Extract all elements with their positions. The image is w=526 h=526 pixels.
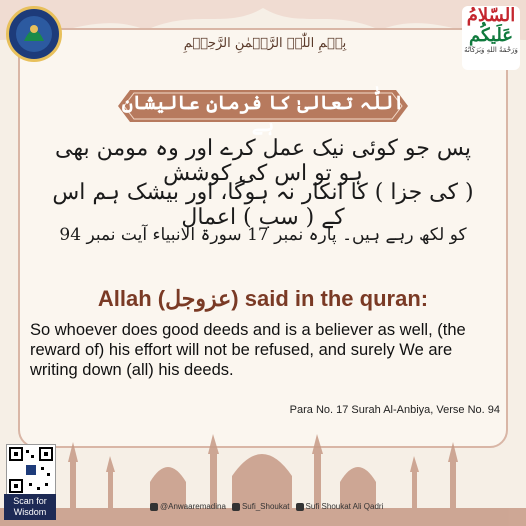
- urdu-verse-line-1: پس جو کوئی نیک عمل کرے اور وہ مومن بھی ہو تو اس کی کوشش: [55, 136, 471, 186]
- verse-reference: Para No. 17 Surah Al-Anbiya, Verse No. 94: [289, 404, 500, 416]
- x-icon: [232, 503, 240, 511]
- salam-text-1: السّلامُ: [466, 5, 516, 26]
- scan-label-line-1: Scan for: [13, 496, 47, 506]
- social-handle-2[interactable]: Sufi_Shoukat: [232, 502, 290, 511]
- organization-logo: [6, 6, 62, 62]
- urdu-verse-line-3: کو لکھ رہے ہیں۔ پارہ نمبر 17 سورۃ الانبیاء آیت نمبر 94: [59, 225, 467, 245]
- social-handle-3[interactable]: Sufi Shoukat Ali Qadri: [296, 502, 384, 511]
- qr-code[interactable]: [6, 444, 56, 496]
- mosque-skyline: [0, 432, 526, 526]
- social-footer: [150, 502, 520, 511]
- salam-text-2: عَلَیکُم: [468, 25, 514, 46]
- scan-label: [4, 494, 56, 520]
- english-translation: So whoever does good deeds and is a believer as well, (the reward of) his effort will not be refused, and surely We are writing down (all) his deeds.: [30, 321, 466, 379]
- scan-label-line-2: Wisdom: [13, 507, 47, 517]
- urdu-verse-line-2: ( کی جزا ) کا انکار نہ ہوگا، اور بیشک ہم اس کے ( سب ) اعمال: [52, 180, 474, 230]
- salam-logo: [462, 6, 520, 70]
- social-handle-1[interactable]: @Anwaaremadina: [150, 502, 226, 511]
- salam-subtext: وَرَحْمَةُ اللهِ وَبَرَكَاتُهُ: [464, 46, 518, 54]
- facebook-icon: [150, 503, 158, 511]
- bismillah-calligraphy: بِسۡمِ اللّٰہِ الرَّحۡمٰنِ الرَّحِیۡمِ: [183, 36, 347, 51]
- english-heading: Allah (عزوجل) said in the quran:: [97, 286, 429, 311]
- facebook-icon: [296, 503, 304, 511]
- banner-title: اللّٰہ تعالیٰ کا فرمانِ عالیشان ہے: [121, 92, 405, 136]
